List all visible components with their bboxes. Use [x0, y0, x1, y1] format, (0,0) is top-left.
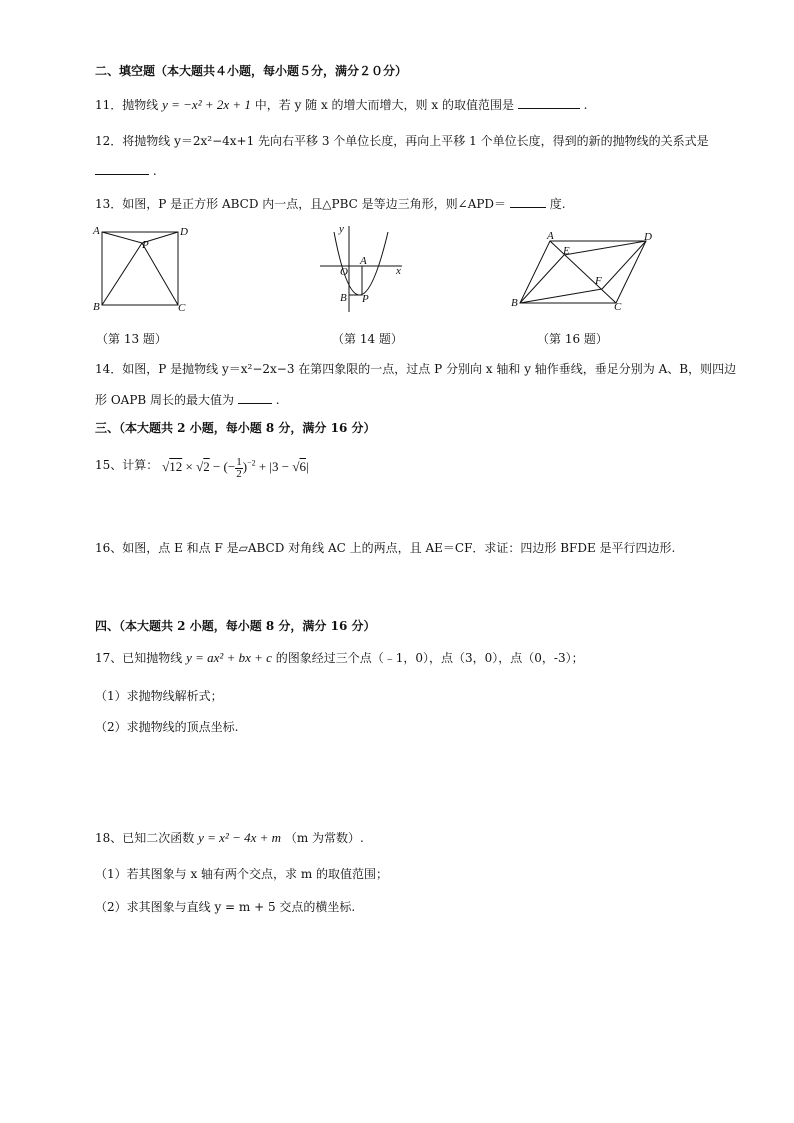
q14-answer-blank[interactable] — [238, 391, 272, 404]
fig16-label-b: B — [511, 297, 518, 309]
fig16-label-f: F — [595, 275, 602, 287]
q17-suffix: 的图象经过三个点（﹣1，0），点（3，0），点（0，-3）； — [275, 651, 584, 665]
fig14-label-a: A — [360, 255, 367, 267]
q11-prefix: 11．抛物线 — [95, 98, 159, 112]
fig14-label-p: P — [362, 293, 369, 305]
question-14-line-2 — [95, 391, 280, 408]
q14-end: . — [275, 393, 280, 407]
q17-part-2: （2）求抛物线的顶点坐标. — [95, 720, 239, 734]
section-3-heading: 三、（本大题共 2 小题，每小题 8 分，满分 16 分） — [95, 421, 376, 435]
caption-fig14: （第 14 题） — [332, 332, 403, 346]
question-18 — [95, 830, 364, 846]
fig16-label-e: E — [563, 245, 570, 257]
question-13 — [95, 195, 566, 212]
q15-prefix: 15、计算： — [95, 458, 159, 473]
q13-answer-blank[interactable] — [510, 195, 546, 208]
fig13-label-c: C — [178, 302, 186, 314]
fig14-label-o: O — [340, 266, 348, 278]
section-4-heading: 四、（本大题共 2 小题，每小题 8 分，满分 16 分） — [95, 619, 376, 633]
fig13-label-b: B — [93, 301, 100, 313]
question-17 — [95, 650, 584, 666]
q12-end: . — [152, 164, 157, 178]
q17-expression: y = ax² + bx + c — [186, 650, 272, 665]
q13-end: 度. — [549, 197, 566, 211]
q11-answer-blank[interactable] — [518, 96, 580, 109]
figure-14 — [312, 222, 412, 321]
q14-text-2: 形 OAPB 周长的最大值为 — [95, 393, 235, 407]
question-16: 16、如图，点 E 和点 F 是▱ABCD 对角线 AC 上的两点，且 AE＝CF．求证：四边形 BFDE 是平行四边形. — [95, 541, 676, 555]
fig14-label-y: y — [339, 223, 344, 235]
fig16-label-a: A — [547, 230, 554, 242]
fig14-label-b: B — [340, 292, 347, 304]
caption-fig13: （第 13 题） — [96, 332, 167, 346]
fig16-label-d: D — [644, 231, 652, 243]
q11-end: . — [583, 98, 588, 112]
q15-formula: √12 × √2 − (− $\frac{1}{2}$ )$^{-2}$ + |3 − √6| — [162, 455, 309, 480]
q12-answer-blank[interactable] — [95, 162, 149, 175]
fig16-label-c: C — [614, 301, 622, 313]
q17-prefix: 17、已知抛物线 — [95, 651, 183, 665]
q18-prefix: 18、已知二次函数 — [95, 831, 195, 845]
figure-13 — [90, 222, 200, 321]
q18-suffix: （m 为常数）. — [284, 831, 364, 845]
caption-fig16: （第 16 题） — [537, 332, 608, 346]
q11-expression: y = −x² + 2x + 1 — [162, 97, 251, 112]
question-14-line-1: 14．如图，P 是抛物线 y＝x²−2x−3 在第四象限的一点，过点 P 分别向 x 轴和 y 轴作垂线，垂足分别为 A、B，则四边 — [95, 362, 737, 376]
question-12: 12．将抛物线 y＝2x²−4x+1 先向右平移 3 个单位长度，再向上平移 1 个单位长度，得到的新的抛物线的关系式是 — [95, 134, 709, 148]
q17-part-1: （1）求抛物线解析式； — [95, 689, 223, 703]
q18-part-1: （1）若其图象与 x 轴有两个交点，求 m 的取值范围； — [95, 867, 389, 881]
q11-suffix: 中，若 y 随 x 的增大而增大，则 x 的取值范围是 — [254, 98, 514, 112]
q13-text: 13．如图，P 是正方形 ABCD 内一点，且△PBC 是等边三角形，则∠APD＝ — [95, 197, 507, 211]
fig14-label-x: x — [396, 265, 401, 277]
q18-part-2: （2）求其图象与直线 y = m + 5 交点的横坐标. — [95, 900, 356, 914]
figure-16 — [508, 228, 658, 317]
section-2-heading: 二、填空题（本大题共４小题，每小题５分，满分２０分） — [95, 64, 408, 78]
q18-expression: y = x² − 4x + m — [198, 830, 282, 845]
fig13-label-a: A — [93, 225, 100, 237]
question-15 — [95, 451, 309, 480]
fig13-label-d: D — [180, 226, 188, 238]
q12-answer-line — [95, 162, 157, 179]
fig13-label-p: P — [142, 239, 149, 251]
question-11 — [95, 96, 587, 113]
